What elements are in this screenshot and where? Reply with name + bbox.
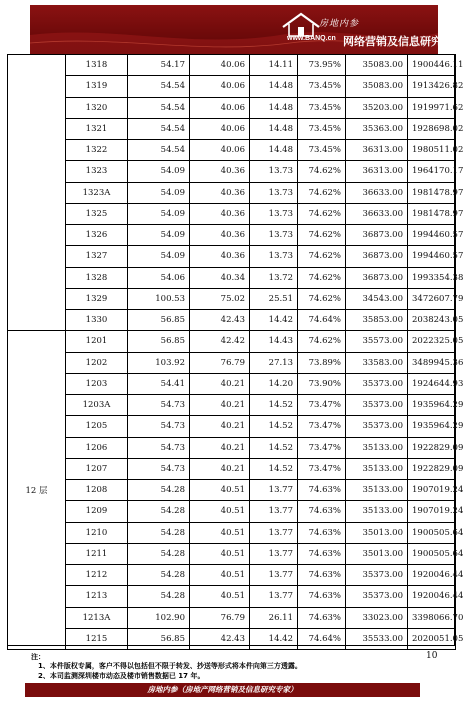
cell-inner: 40.51 xyxy=(190,565,250,586)
cell-total: 3472607.79 xyxy=(408,288,456,309)
table-row xyxy=(8,437,456,458)
cell-total: 1922829.09 xyxy=(408,437,456,458)
cell-total: 1900446.11 xyxy=(408,55,456,76)
cell-area: 54.28 xyxy=(128,480,190,501)
cell-total: 1900505.64 xyxy=(408,543,456,564)
cell-unit: 1330 xyxy=(66,310,128,331)
header-banner xyxy=(30,5,464,54)
cell-price: 36873.00 xyxy=(346,246,408,267)
cell-ratio: 73.47% xyxy=(298,395,346,416)
cell-total: 1994460.57 xyxy=(408,225,456,246)
cell-shared: 14.48 xyxy=(250,76,298,97)
cell-price: 35133.00 xyxy=(346,458,408,479)
table-row xyxy=(8,331,456,352)
cell-area: 54.28 xyxy=(128,586,190,607)
table-row xyxy=(8,501,456,522)
cell-total: 1920046.44 xyxy=(408,565,456,586)
notes-heading: 注： xyxy=(31,653,45,661)
cell-unit: 1320 xyxy=(66,97,128,118)
cell-ratio: 74.64% xyxy=(298,628,346,649)
cell-ratio: 74.63% xyxy=(298,543,346,564)
cell-price: 33583.00 xyxy=(346,352,408,373)
site-url: www.BANQ.cn xyxy=(287,35,336,42)
cell-total: 2020051.05 xyxy=(408,628,456,649)
footer-text: 房地内参（房地产网络营销及信息研究专家） xyxy=(147,685,298,694)
cell-unit: 1207 xyxy=(66,458,128,479)
cell-shared: 14.48 xyxy=(250,118,298,139)
table-row xyxy=(8,182,456,203)
cell-ratio: 74.63% xyxy=(298,480,346,501)
table-row xyxy=(8,458,456,479)
cell-unit: 1203 xyxy=(66,373,128,394)
cell-price: 35133.00 xyxy=(346,501,408,522)
cell-price: 36313.00 xyxy=(346,161,408,182)
cell-price: 35533.00 xyxy=(346,628,408,649)
cell-area: 54.73 xyxy=(128,416,190,437)
cell-shared: 14.52 xyxy=(250,395,298,416)
cell-inner: 40.21 xyxy=(190,458,250,479)
cell-area: 103.92 xyxy=(128,352,190,373)
cell-ratio: 73.47% xyxy=(298,416,346,437)
cell-total: 1935964.29 xyxy=(408,416,456,437)
cell-area: 54.28 xyxy=(128,543,190,564)
cell-ratio: 74.62% xyxy=(298,246,346,267)
cell-area: 54.73 xyxy=(128,458,190,479)
cell-price: 35133.00 xyxy=(346,437,408,458)
cell-price: 34543.00 xyxy=(346,288,408,309)
cell-unit: 1206 xyxy=(66,437,128,458)
cell-ratio: 74.62% xyxy=(298,182,346,203)
table-row xyxy=(8,225,456,246)
cell-inner: 40.36 xyxy=(190,182,250,203)
cell-inner: 40.21 xyxy=(190,437,250,458)
cell-inner: 40.06 xyxy=(190,140,250,161)
cell-unit: 1327 xyxy=(66,246,128,267)
cell-total: 1994460.57 xyxy=(408,246,456,267)
cell-shared: 14.52 xyxy=(250,458,298,479)
cell-area: 100.53 xyxy=(128,288,190,309)
cell-shared: 13.72 xyxy=(250,267,298,288)
cell-ratio: 73.95% xyxy=(298,55,346,76)
cell-shared: 13.73 xyxy=(250,246,298,267)
cell-area: 54.73 xyxy=(128,437,190,458)
cell-area: 56.85 xyxy=(128,331,190,352)
page-number: 10 xyxy=(426,651,438,661)
note-item: 2、本司监测深圳楼市动态及楼市销售数据已 17 年。 xyxy=(38,672,205,680)
cell-area: 56.85 xyxy=(128,628,190,649)
cell-inner: 40.06 xyxy=(190,118,250,139)
cell-total: 1913426.82 xyxy=(408,76,456,97)
cell-inner: 40.06 xyxy=(190,76,250,97)
cell-ratio: 74.63% xyxy=(298,522,346,543)
cell-inner: 40.21 xyxy=(190,416,250,437)
cell-inner: 40.06 xyxy=(190,97,250,118)
cell-total: 2038243.05 xyxy=(408,310,456,331)
cell-ratio: 74.62% xyxy=(298,288,346,309)
cell-unit: 1323 xyxy=(66,161,128,182)
cell-unit: 1211 xyxy=(66,543,128,564)
cell-price: 35573.00 xyxy=(346,331,408,352)
cell-price: 35133.00 xyxy=(346,480,408,501)
cell-total: 1922829.09 xyxy=(408,458,456,479)
cell-shared: 14.42 xyxy=(250,310,298,331)
cell-ratio: 74.62% xyxy=(298,331,346,352)
table-row xyxy=(8,288,456,309)
cell-shared: 14.11 xyxy=(250,55,298,76)
cell-shared: 13.77 xyxy=(250,522,298,543)
cell-unit: 1325 xyxy=(66,203,128,224)
cell-total: 1919971.62 xyxy=(408,97,456,118)
cell-shared: 13.77 xyxy=(250,586,298,607)
cell-total: 1907019.24 xyxy=(408,480,456,501)
cell-ratio: 73.90% xyxy=(298,373,346,394)
cell-ratio: 73.45% xyxy=(298,140,346,161)
table-row xyxy=(8,373,456,394)
cell-total: 3398066.70 xyxy=(408,607,456,628)
cell-unit: 1329 xyxy=(66,288,128,309)
cell-inner: 40.51 xyxy=(190,501,250,522)
cell-ratio: 74.63% xyxy=(298,607,346,628)
cell-area: 54.54 xyxy=(128,97,190,118)
cell-price: 36873.00 xyxy=(346,225,408,246)
cell-area: 54.54 xyxy=(128,118,190,139)
cell-price: 35083.00 xyxy=(346,55,408,76)
cell-total: 2022325.05 xyxy=(408,331,456,352)
table-row xyxy=(8,586,456,607)
cell-ratio: 74.63% xyxy=(298,586,346,607)
footnotes xyxy=(30,646,422,680)
table-row xyxy=(8,267,456,288)
cell-area: 56.85 xyxy=(128,310,190,331)
table-row xyxy=(8,565,456,586)
cell-price: 33023.00 xyxy=(346,607,408,628)
cell-inner: 40.51 xyxy=(190,522,250,543)
cell-total: 1964170.17 xyxy=(408,161,456,182)
table-row xyxy=(8,352,456,373)
cell-shared: 13.77 xyxy=(250,501,298,522)
cell-shared: 13.73 xyxy=(250,161,298,182)
cell-area: 54.09 xyxy=(128,203,190,224)
table-row xyxy=(8,310,456,331)
cell-shared: 13.77 xyxy=(250,543,298,564)
cell-ratio: 74.62% xyxy=(298,203,346,224)
table-row xyxy=(8,76,456,97)
table-row xyxy=(8,140,456,161)
cell-area: 54.73 xyxy=(128,395,190,416)
cell-shared: 13.73 xyxy=(250,225,298,246)
cell-shared: 26.11 xyxy=(250,607,298,628)
cell-inner: 40.21 xyxy=(190,373,250,394)
cell-unit: 1323A xyxy=(66,182,128,203)
cell-price: 35013.00 xyxy=(346,522,408,543)
table-row xyxy=(8,480,456,501)
cell-inner: 75.02 xyxy=(190,288,250,309)
cell-price: 35363.00 xyxy=(346,118,408,139)
cell-area: 54.09 xyxy=(128,225,190,246)
cell-area: 54.17 xyxy=(128,55,190,76)
cell-ratio: 73.47% xyxy=(298,458,346,479)
cell-shared: 13.73 xyxy=(250,182,298,203)
cell-shared: 13.73 xyxy=(250,203,298,224)
cell-total: 1981478.97 xyxy=(408,203,456,224)
logo-text: 房地内参 xyxy=(319,19,360,29)
cell-area: 102.90 xyxy=(128,607,190,628)
cell-price: 35373.00 xyxy=(346,416,408,437)
cell-total: 1935964.29 xyxy=(408,395,456,416)
cell-inner: 76.79 xyxy=(190,607,250,628)
cell-inner: 40.36 xyxy=(190,225,250,246)
cell-unit: 1213 xyxy=(66,586,128,607)
cell-inner: 40.36 xyxy=(190,161,250,182)
cell-area: 54.09 xyxy=(128,161,190,182)
cell-area: 54.09 xyxy=(128,182,190,203)
cell-unit: 1210 xyxy=(66,522,128,543)
footer-banner xyxy=(25,683,420,697)
table-row xyxy=(8,395,456,416)
cell-unit: 1201 xyxy=(66,331,128,352)
cell-area: 54.54 xyxy=(128,140,190,161)
cell-ratio: 73.45% xyxy=(298,118,346,139)
cell-price: 35373.00 xyxy=(346,586,408,607)
cell-total: 1993354.38 xyxy=(408,267,456,288)
cell-shared: 14.48 xyxy=(250,97,298,118)
cell-area: 54.54 xyxy=(128,76,190,97)
cell-inner: 42.43 xyxy=(190,310,250,331)
cell-unit: 1318 xyxy=(66,55,128,76)
cell-unit: 1215 xyxy=(66,628,128,649)
cell-total: 1980511.02 xyxy=(408,140,456,161)
cell-ratio: 74.63% xyxy=(298,565,346,586)
cell-inner: 40.36 xyxy=(190,203,250,224)
cell-price: 36313.00 xyxy=(346,140,408,161)
cell-area: 54.09 xyxy=(128,246,190,267)
floor-label-cell xyxy=(8,55,66,331)
table-row xyxy=(8,416,456,437)
cell-price: 35013.00 xyxy=(346,543,408,564)
cell-ratio: 74.62% xyxy=(298,161,346,182)
cell-inner: 40.21 xyxy=(190,395,250,416)
cell-inner: 40.06 xyxy=(190,55,250,76)
cell-unit: 1202 xyxy=(66,352,128,373)
cell-inner: 42.42 xyxy=(190,331,250,352)
table-row xyxy=(8,522,456,543)
cell-price: 36633.00 xyxy=(346,203,408,224)
cell-inner: 40.51 xyxy=(190,586,250,607)
cell-ratio: 74.62% xyxy=(298,267,346,288)
cell-area: 54.28 xyxy=(128,522,190,543)
cell-inner: 40.34 xyxy=(190,267,250,288)
note-item: 1、本件版权专属，客户不得以包括但不限于转发、抄送等形式将本件向第三方透露。 xyxy=(38,662,302,670)
cell-total: 1928698.02 xyxy=(408,118,456,139)
cell-total: 1907019.24 xyxy=(408,501,456,522)
cell-ratio: 73.89% xyxy=(298,352,346,373)
cell-price: 35853.00 xyxy=(346,310,408,331)
cell-area: 54.28 xyxy=(128,501,190,522)
cell-area: 54.28 xyxy=(128,565,190,586)
cell-ratio: 74.62% xyxy=(298,225,346,246)
cell-shared: 27.13 xyxy=(250,352,298,373)
cell-shared: 25.51 xyxy=(250,288,298,309)
cell-inner: 76.79 xyxy=(190,352,250,373)
cell-inner: 40.36 xyxy=(190,246,250,267)
cell-area: 54.41 xyxy=(128,373,190,394)
cell-shared: 14.48 xyxy=(250,140,298,161)
cell-unit: 1213A xyxy=(66,607,128,628)
cell-ratio: 74.63% xyxy=(298,501,346,522)
cell-price: 35373.00 xyxy=(346,565,408,586)
sales-table xyxy=(7,54,464,650)
cell-ratio: 73.45% xyxy=(298,97,346,118)
cell-unit: 1208 xyxy=(66,480,128,501)
cell-total: 1924644.93 xyxy=(408,373,456,394)
cell-price: 35083.00 xyxy=(346,76,408,97)
cell-ratio: 73.45% xyxy=(298,76,346,97)
cell-shared: 14.52 xyxy=(250,437,298,458)
cell-price: 36633.00 xyxy=(346,182,408,203)
cell-shared: 13.77 xyxy=(250,565,298,586)
cell-total: 1920046.44 xyxy=(408,586,456,607)
cell-unit: 1205 xyxy=(66,416,128,437)
cell-price: 35373.00 xyxy=(346,395,408,416)
cell-shared: 13.77 xyxy=(250,480,298,501)
cell-shared: 14.52 xyxy=(250,416,298,437)
table-row xyxy=(8,607,456,628)
table-row xyxy=(8,55,456,76)
table-row xyxy=(8,97,456,118)
cell-inner: 42.43 xyxy=(190,628,250,649)
cell-shared: 14.20 xyxy=(250,373,298,394)
cell-unit: 1212 xyxy=(66,565,128,586)
cell-ratio: 74.64% xyxy=(298,310,346,331)
cell-price: 36873.00 xyxy=(346,267,408,288)
cell-total: 1900505.64 xyxy=(408,522,456,543)
cell-unit: 1209 xyxy=(66,501,128,522)
cell-inner: 40.51 xyxy=(190,543,250,564)
cell-total: 1981478.97 xyxy=(408,182,456,203)
table-row xyxy=(8,118,456,139)
cell-total: 3489945.36 xyxy=(408,352,456,373)
cell-unit: 1319 xyxy=(66,76,128,97)
table-row xyxy=(8,246,456,267)
cell-unit: 1328 xyxy=(66,267,128,288)
cell-unit: 1326 xyxy=(66,225,128,246)
cell-unit: 1322 xyxy=(66,140,128,161)
cell-shared: 14.42 xyxy=(250,628,298,649)
cell-ratio: 73.47% xyxy=(298,437,346,458)
cell-unit: 1321 xyxy=(66,118,128,139)
banner-title: 网络营销及信息研究专家 xyxy=(343,35,464,48)
cell-price: 35373.00 xyxy=(346,373,408,394)
cell-inner: 40.51 xyxy=(190,480,250,501)
floor-label-cell: 12 层 xyxy=(8,331,66,650)
table-row xyxy=(8,203,456,224)
cell-price: 35203.00 xyxy=(346,97,408,118)
cell-unit: 1203A xyxy=(66,395,128,416)
cell-shared: 14.43 xyxy=(250,331,298,352)
table-row xyxy=(8,161,456,182)
table-row xyxy=(8,543,456,564)
cell-area: 54.06 xyxy=(128,267,190,288)
